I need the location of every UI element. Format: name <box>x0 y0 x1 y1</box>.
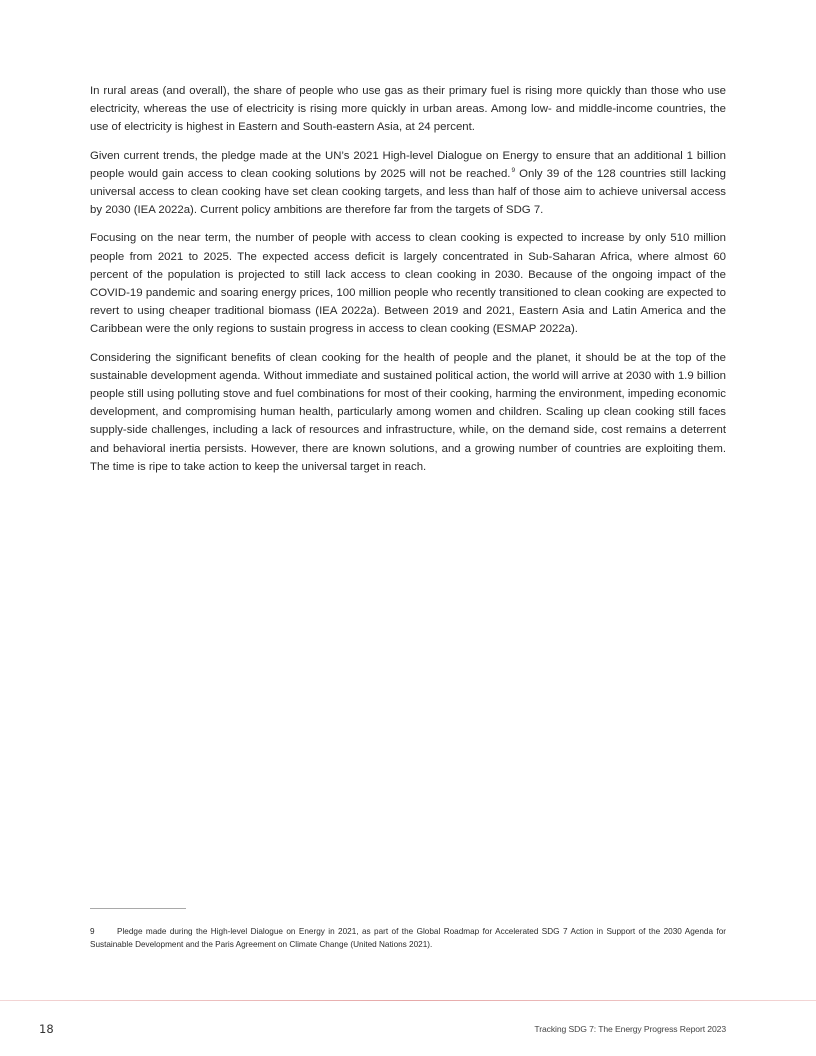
main-content <box>90 82 726 486</box>
footnote-text: Pledge made during the High-level Dialogue on Energy in 2021, as part of the Global Roadmap for Accelerated SDG 7 Action in Support of the 2030 Agenda for Sustainable Development and the Paris Agreement on Climate Change (United Nations 2021). <box>90 927 726 950</box>
pledge-text: Given current trends, the pledge made at the UN’s 2021 High-level Dialogue on Energy to ensure that an additional 1 billion people would gain access to clean cooking solutions by 2025 will not be reached. <box>90 149 726 180</box>
body-paragraph-3: Focusing on the near term, the number of people with access to clean cooking is expected to increase by only 510 million people from 2021 to 2025. The expected access deficit is largely concentrated in Sub-Saharan Africa, where almost 60 percent of the population is projected to still lack access to clean cooking in 2030. Because of the ongoing impact of the COVID-19 pandemic and soaring energy prices, 100 million people who recently transitioned to clean cooking are expected to revert to using cheaper traditional biomass (IEA 2022a). Between 2019 and 2021, Eastern Asia and Latin America and the Caribbean were the only regions to sustain progress in access to clean cooking (ESMAP 2022a). <box>90 232 726 336</box>
page-number: 18 <box>39 1022 54 1036</box>
pledge-text-continued: Only 39 of the 128 countries still lacking universal access to clean cooking have set clean cooking targets, and less than half of those aim to achieve universal access by 2030 (IEA 2022a). Current policy ambitions are therefore far from the targets of SDG 7. <box>90 167 727 217</box>
body-paragraph-1: In rural areas (and overall), the share of people who use gas as their primary fuel is rising more quickly than those who use electricity, whereas the use of electricity is rising more quickly in urban areas. Among low- and middle-income countries, the use of electricity is highest in Eastern and South-eastern Asia, at 24 percent. <box>90 85 726 134</box>
running-title: Tracking SDG 7: The Energy Progress Report 2023 <box>534 1024 726 1034</box>
footnote-number: 9 <box>90 927 95 936</box>
footnote-reference[interactable]: 9 <box>511 167 516 175</box>
body-paragraph-2 <box>90 147 726 220</box>
footnote-divider <box>90 908 186 909</box>
body-paragraph-4: Considering the significant benefits of clean cooking for the health of people and the planet, it should be at the top of the sustainable development agenda. Without immediate and sustained political action, the world will arrive at 2030 with 1.9 billion people still using polluting stove and fuel combinations for most of their cooking, harming the environment, impeding economic development, and compromising human health, particularly among women and children. Scaling up clean cooking still faces supply-side challenges, including a lack of resources and infrastructure, while, on the demand side, cost remains a deterrent and behavioral inertia persists. However, there are known solutions, and a growing number of countries are exploiting them. The time is ripe to take action to keep the universal target in reach. <box>90 351 726 473</box>
footer-divider <box>0 1000 816 1001</box>
footnote <box>90 925 726 951</box>
